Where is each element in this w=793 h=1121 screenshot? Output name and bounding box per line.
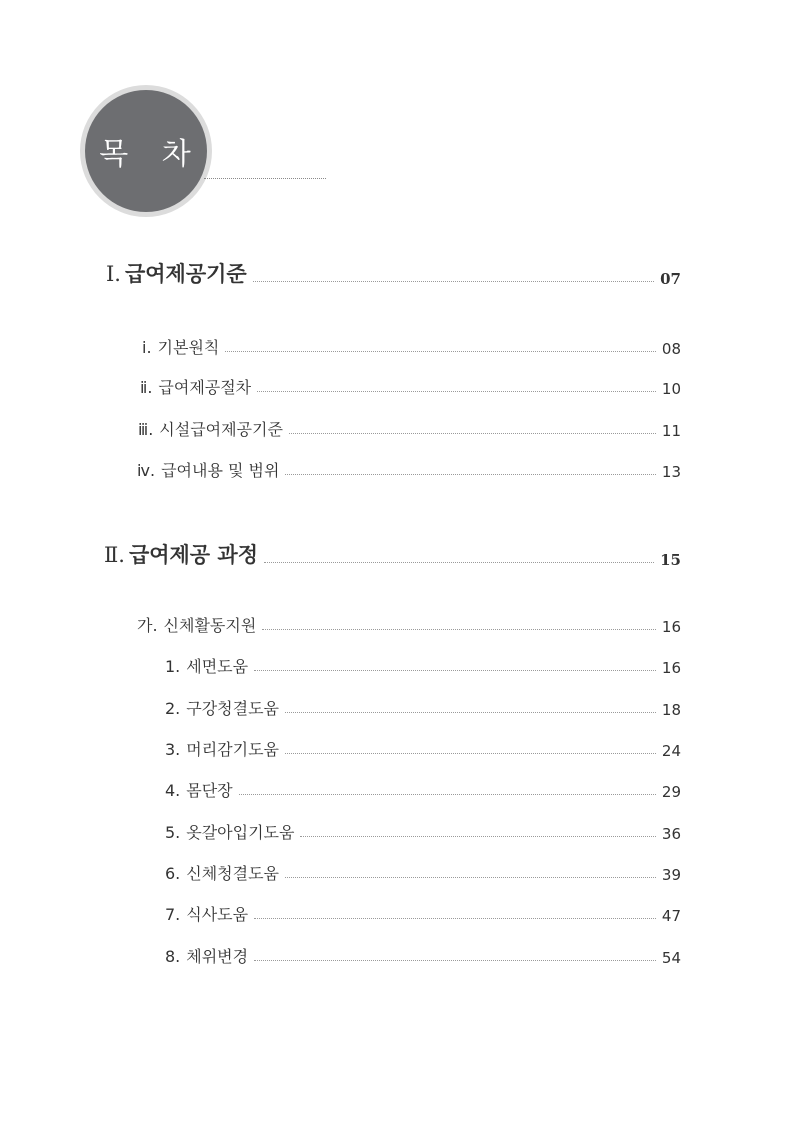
item-title: 급여제공절차 xyxy=(158,378,252,397)
dot-leader xyxy=(257,391,656,392)
page-number: 16 xyxy=(661,659,681,677)
toc-item[interactable] xyxy=(142,335,681,358)
item-number: ⅰ. xyxy=(142,338,152,357)
item-number: 1. xyxy=(165,657,181,676)
toc-item[interactable] xyxy=(165,778,681,801)
dot-leader xyxy=(239,794,656,795)
item-title: 급여내용 및 범위 xyxy=(161,461,280,480)
page-title: 목 차 xyxy=(99,137,203,172)
page-number: 07 xyxy=(660,270,681,288)
dot-leader xyxy=(225,351,656,352)
page-number: 36 xyxy=(661,825,681,843)
item-number: 5. xyxy=(165,823,181,842)
item-number: 2. xyxy=(165,699,181,718)
page-number: 29 xyxy=(661,783,681,801)
dot-leader xyxy=(254,670,656,671)
item-title: 세면도움 xyxy=(186,657,249,676)
toc-item[interactable] xyxy=(165,861,681,884)
page-number: 08 xyxy=(661,340,681,358)
dot-leader xyxy=(285,877,656,878)
dot-leader xyxy=(285,474,655,475)
item-number: 8. xyxy=(165,947,181,966)
item-title: 몸단장 xyxy=(186,781,233,800)
toc-item[interactable] xyxy=(165,820,681,843)
toc-section-1[interactable] xyxy=(106,258,681,288)
toc-item[interactable] xyxy=(165,737,681,760)
item-number: 4. xyxy=(165,781,181,800)
dot-leader xyxy=(289,433,656,434)
item-number: ⅳ. xyxy=(137,461,156,480)
page-number: 24 xyxy=(661,742,681,760)
item-title: 신체청결도움 xyxy=(186,864,280,883)
item-number: ⅲ. xyxy=(138,420,154,439)
dot-leader xyxy=(254,918,656,919)
toc-section-2[interactable] xyxy=(104,539,681,569)
toc-item[interactable] xyxy=(137,458,681,481)
section-title: 급여제공기준 xyxy=(124,261,247,286)
page-number: 54 xyxy=(661,949,681,967)
item-title: 시설급여제공기준 xyxy=(159,420,283,439)
section-number: Ⅰ. xyxy=(106,262,121,286)
dot-leader xyxy=(285,712,656,713)
toc-item[interactable] xyxy=(140,375,681,398)
dot-leader xyxy=(262,629,656,630)
page-number: 10 xyxy=(661,380,681,398)
item-title: 머리감기도움 xyxy=(186,740,280,759)
item-title: 옷갈아입기도움 xyxy=(186,823,295,842)
page-number: 39 xyxy=(661,866,681,884)
item-number: 7. xyxy=(165,905,181,924)
page-number: 13 xyxy=(661,463,681,481)
toc-item[interactable] xyxy=(138,417,681,440)
item-title: 구강청결도움 xyxy=(186,699,280,718)
item-title: 식사도움 xyxy=(186,905,249,924)
toc-item[interactable] xyxy=(165,902,681,925)
item-number: 6. xyxy=(165,864,181,883)
item-number: 가. xyxy=(137,616,158,635)
page-number: 15 xyxy=(660,551,681,569)
dot-leader xyxy=(254,960,656,961)
section-title: 급여제공 과정 xyxy=(128,542,258,567)
dot-leader xyxy=(285,753,656,754)
dot-leader xyxy=(264,562,654,563)
toc-badge-inner xyxy=(85,90,207,212)
item-number: 3. xyxy=(165,740,181,759)
section-number: Ⅱ. xyxy=(104,543,125,567)
dot-leader xyxy=(253,281,654,282)
dot-leader xyxy=(300,836,655,837)
toc-item[interactable] xyxy=(165,944,681,967)
toc-item[interactable] xyxy=(137,613,681,636)
page-number: 47 xyxy=(661,907,681,925)
page-number: 16 xyxy=(661,618,681,636)
toc-item[interactable] xyxy=(165,696,681,719)
title-dotted-rule xyxy=(204,178,326,179)
toc-item[interactable] xyxy=(165,654,681,677)
item-title: 체위변경 xyxy=(186,947,249,966)
page-number: 18 xyxy=(661,701,681,719)
item-title: 기본원칙 xyxy=(157,338,220,357)
toc-badge xyxy=(80,85,212,217)
item-title: 신체활동지원 xyxy=(163,616,257,635)
item-number: ⅱ. xyxy=(140,378,153,397)
page-number: 11 xyxy=(661,422,681,440)
